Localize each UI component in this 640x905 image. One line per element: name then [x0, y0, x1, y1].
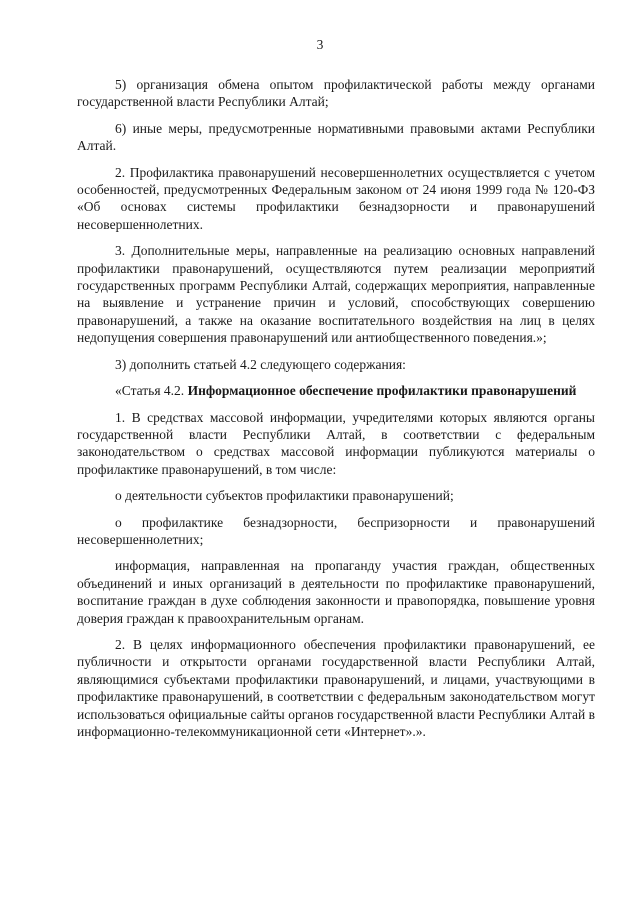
page-number: 3 [316, 37, 324, 52]
article-heading [77, 382, 595, 399]
paragraph-item-6: 6) иные меры, предусмотренные нормативными правовыми актами Республики Алтай. [77, 120, 595, 154]
article-title: Информационное обеспечение профилактики правонарушений [187, 383, 577, 399]
paragraph-article-clause-1: 1. В средствах массовой информации, учредителями которых являются органы государственной власти Республики Алтай, в соответствии с федеральным законодательством о средствах массовой информации публикуются материалы о профилактике правонарушений, в том числе: [77, 409, 595, 477]
paragraph-list-item-3: информация, направленная на пропаганду участия граждан, общественных объединений и иных организаций в деятельности по профилактике правонарушений, воспитание граждан в духе соблюдения законности и правопорядка, повышение уровня доверия граждан к правоохранительным органам. [77, 558, 595, 626]
paragraph-amendment-3: 3) дополнить статьей 4.2 следующего содержания: [115, 356, 406, 372]
paragraph-list-item-1: о деятельности субъектов профилактики правонарушений; [115, 488, 454, 504]
article-prefix: «Статья 4.2. [115, 383, 188, 399]
paragraph-item-5: 5) организация обмена опытом профилактической работы между органами государственной власти Республики Алтай; [77, 77, 595, 110]
paragraph-clause-2: 2. Профилактика правонарушений несовершеннолетних осуществляется с учетом особенностей, предусмотренных Федеральным законом от 24 июня 1999 года № 120-ФЗ «Об основах системы профилактики безнадзорности и правонарушений несовершеннолетних. [77, 164, 595, 232]
paragraph-list-item-2: о профилактике безнадзорности, беспризорности и правонарушений несовершеннолетних; [77, 514, 595, 547]
document-body [77, 76, 595, 749]
paragraph-article-clause-2: 2. В целях информационного обеспечения профилактики правонарушений, ее публичности и открытости органами государственной власти Республики Алтай, являющимися субъектами профилактики правонарушений, и лицами, участвующими в профилактике правонарушений, в соответствии с федеральным законодательством могут использоваться официальные сайты органов государственной власти Республики Алтай в информационно-телекоммуникационной сети «Интернет».». [77, 636, 595, 739]
paragraph-clause-3: 3. Дополнительные меры, направленные на реализацию основных направлений профилактики правонарушений, осуществляются путем реализации мероприятий государственных программ Республики Алтай, содержащих мероприятия, направленные на выявление и устранение причин и условий, способствующих совершению правонарушений, а также на оказание воспитательного воздействия на лиц в целях недопущения совершения правонарушений или антиобщественного поведения.»; [77, 243, 595, 346]
